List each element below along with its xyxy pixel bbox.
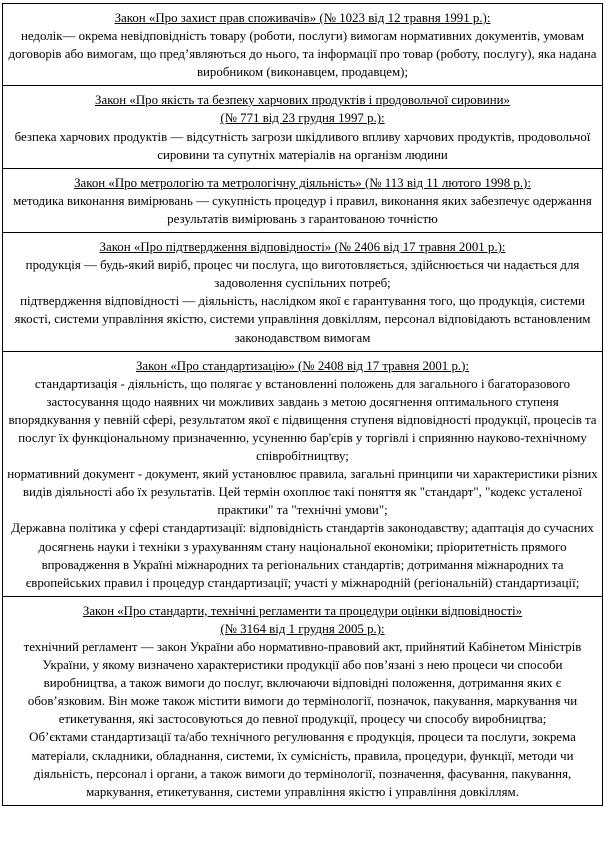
law-cell <box>3 596 603 805</box>
definition-text: підтвердження відповідності — діяльність, наслідком якої є гарантування того, що продукція, системи якості, системи управління якістю, системи управління довкіллям, персонал відповідають встановленим законодавством вимогам <box>14 294 591 345</box>
law-title: Закон «Про стандарти, технічні регламенти та процедури оцінки відповідності» <box>82 603 523 618</box>
law-row <box>3 233 603 352</box>
law-cell <box>3 168 603 232</box>
law-row <box>3 4 603 86</box>
definition-text: продукція — будь-який виріб, процес чи послуга, що виготовляється, здійснюється чи надається для задоволення суспільних потреб; <box>25 258 580 291</box>
law-title: Закон «Про стандартизацію» (№ 2408 від 17 травня 2001 р.): <box>135 358 470 373</box>
law-row <box>3 168 603 232</box>
definition-text: недолік— окрема невідповідність товару (роботи, послуги) вимогам нормативних документів, умовам договорів або вимогам, що пред’являються до нього, та інформації про товар (роботу, послугу), яка надана виробником (виконавцем, продавцем); <box>8 29 597 80</box>
definition-text: технічний регламент — закон України або нормативно-правовий акт, прийнятий Кабінетом Міністрів України, у якому визначено характеристики продукції або пов’язані з нею процеси чи способи виробництва, а також вимоги до послуг, включаючи відповідні положення, дотримання яких є обов’язковим. Він може також містити вимоги до термінології, позначок, пакування, маркування чи етикетування, які застосовуються до певної продукції, процесу чи способу виробництва; <box>23 640 582 727</box>
law-title: Закон «Про захист прав споживачів» (№ 1023 від 12 травня 1991 р.): <box>114 11 491 25</box>
definition-text: нормативний документ - документ, який установлює правила, загальні принципи чи характеристики різних видів діяльності або їх результатів. Цей термін охоплює такі поняття як "стандарт", "кодекс усталеної практики" та "технічні умови"; <box>7 467 598 518</box>
law-row <box>3 351 603 596</box>
law-cell <box>3 233 603 352</box>
law-title: Закон «Про підтвердження відповідності» (№ 2406 від 17 травня 2001 р.): <box>99 240 506 255</box>
law-title-continued: (№ 3164 від 1 грудня 2005 р.): <box>220 621 385 636</box>
law-cell <box>3 351 603 596</box>
definition-text: методика виконання вимірювань — сукупність процедур і правил, виконання яких забезпечує одержання результатів вимірювань з гарантованою точністю <box>13 193 592 226</box>
law-title-continued: (№ 771 від 23 грудня 1997 р.): <box>220 111 385 126</box>
definition-text: безпека харчових продуктів — відсутність загрози шкідливого впливу харчових продуктів, продовольчої сировини та супутніх матеріалів на організм людини <box>14 129 591 162</box>
law-row <box>3 86 603 168</box>
law-cell <box>3 86 603 168</box>
law-title: Закон «Про якість та безпеку харчових продуктів і продовольчої сировини» <box>95 93 510 108</box>
definition-text: Державна політика у сфері стандартизації: відповідність стандартів законодавству; адаптація до сучасних досягнень науки і техніки з урахуванням стану національної економіки; пріоритетність прямого впровадження в Україні міжнародних та регіональних стандартів; дотримання міжнародних та європейських правил і процедур стандартизації; участі у міжнародній (регіональній) стандартизації; <box>11 521 594 590</box>
law-row <box>3 596 603 805</box>
table-body <box>3 4 603 806</box>
definition-text: Об’єктами стандартизації та/або технічного регулювання є продукція, процеси та послуги, зокрема матеріали, складники, обладнання, системи, їх сумісність, правила, процедури, функції, методи чи діяльність, персонал і органи, а також вимоги до термінології, позначення, фасування, пакування, маркування, етикетування, системи управління якістю і управління довкіллям. <box>29 730 576 799</box>
law-definitions-table <box>2 3 603 806</box>
definition-text: стандартизація - діяльність, що полягає у встановленні положень для загального і багаторазового застосування щодо наявних чи можливих завдань з метою досягнення оптимального ступеня впорядкування у певній сфері, результатом якої є підвищення ступеня відповідності продукції, процесів та послуг їх функціональному призначенню, усуненню бар'єрів у торгівлі і сприянню науково-технічному співробітництву; <box>8 376 597 464</box>
law-title: Закон «Про метрологію та метрологічну діяльність» (№ 113 від 11 лютого 1998 р.): <box>74 175 531 190</box>
law-cell <box>3 4 603 86</box>
